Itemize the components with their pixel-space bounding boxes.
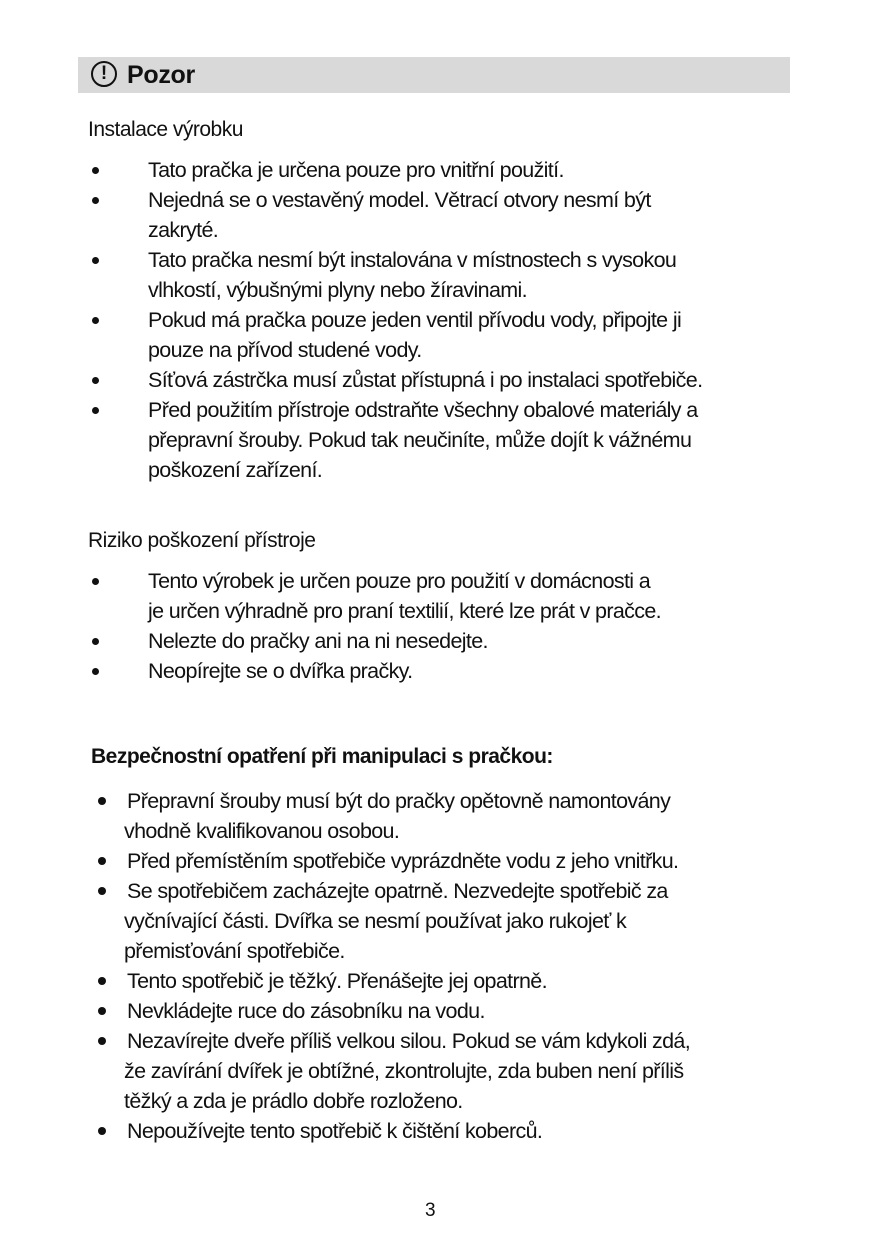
list-item xyxy=(148,626,661,656)
list-item-line: vhodně kvalifikovanou osobou. xyxy=(124,819,400,843)
list-item-line: Nepoužívejte tento spotřebič k čištění koberců. xyxy=(127,1119,543,1143)
list-item xyxy=(127,1116,690,1146)
list-item xyxy=(127,996,690,1026)
damage-risk-list xyxy=(148,566,661,686)
bullet-icon xyxy=(92,407,99,414)
list-item-line: vyčnívající části. Dvířka se nesmí používat jako rukojeť k xyxy=(124,909,627,933)
bullet-icon xyxy=(92,638,99,645)
list-item xyxy=(127,846,690,876)
bullet-icon xyxy=(98,1007,106,1015)
list-item xyxy=(148,365,702,395)
list-item xyxy=(124,1026,691,1116)
exclamation-circle-icon: ! xyxy=(91,61,117,87)
list-item-line: poškození zařízení. xyxy=(148,458,323,482)
list-item-line: Před použitím přístroje odstraňte všechny obalové materiály a xyxy=(148,398,698,422)
bullet-icon xyxy=(92,377,99,384)
list-item xyxy=(124,786,690,846)
header-title: Pozor xyxy=(127,61,195,89)
list-item-line: vlhkostí, výbušnými plyny nebo žíravinami. xyxy=(148,278,527,302)
list-item-line: Nejedná se o vestavěný model. Větrací otvory nesmí být xyxy=(148,188,651,212)
list-item xyxy=(148,566,661,626)
bullet-icon xyxy=(98,1127,106,1135)
installation-list xyxy=(148,155,702,485)
list-item-line: Pokud má pračka pouze jeden ventil přívodu vody, připojte ji xyxy=(148,308,682,332)
list-item-line: Neopírejte se o dvířka pračky. xyxy=(148,659,413,683)
list-item xyxy=(148,185,702,245)
bullet-icon xyxy=(92,668,99,675)
list-item-line: že zavírání dvířek je obtížné, zkontrolujte, zda buben není příliš xyxy=(124,1059,684,1083)
list-item xyxy=(148,656,661,686)
bullet-icon xyxy=(98,977,106,985)
section-heading-handling: Bezpečnostní opatření při manipulaci s pračkou: xyxy=(91,745,553,768)
section-heading-damage-risk: Riziko poškození přístroje xyxy=(88,529,316,552)
list-item xyxy=(148,155,702,185)
list-item xyxy=(124,876,690,966)
list-item-line: Přepravní šrouby musí být do pračky opětovně namontovány xyxy=(127,789,671,813)
list-item-line: Před přemístěním spotřebiče vyprázdněte vodu z jeho vnitřku. xyxy=(127,849,679,873)
list-item-line: zakryté. xyxy=(148,218,219,242)
list-item-line: těžký a zda je prádlo dobře rozloženo. xyxy=(124,1089,463,1113)
section-heading-installation: Instalace výrobku xyxy=(88,118,243,141)
list-item-line: Se spotřebičem zacházejte opatrně. Nezvedejte spotřebič za xyxy=(127,879,668,903)
list-item-line: Síťová zástrčka musí zůstat přístupná i po instalaci spotřebiče. xyxy=(148,368,703,392)
list-item-line: Nelezte do pračky ani na ni nesedejte. xyxy=(148,629,488,653)
list-item-line: přemisťování spotřebiče. xyxy=(124,939,345,963)
bullet-icon xyxy=(92,197,99,204)
list-item xyxy=(148,245,702,305)
list-item xyxy=(127,966,690,996)
list-item-line: Tato pračka je určena pouze pro vnitřní použití. xyxy=(148,158,564,182)
bullet-icon xyxy=(92,257,99,264)
handling-list xyxy=(124,786,691,1146)
list-item xyxy=(148,305,702,365)
bullet-icon xyxy=(92,317,99,324)
bullet-icon xyxy=(92,578,99,585)
page-number: 3 xyxy=(425,1200,436,1221)
list-item-line: pouze na přívod studené vody. xyxy=(148,338,422,362)
bullet-icon xyxy=(92,167,99,174)
list-item-line: Tento výrobek je určen pouze pro použití v domácnosti a xyxy=(148,569,651,593)
bullet-icon xyxy=(98,857,106,865)
bullet-icon xyxy=(98,797,106,805)
list-item-line: Nezavírejte dveře příliš velkou silou. Pokud se vám kdykoli zdá, xyxy=(127,1029,691,1053)
warning-header xyxy=(78,57,790,93)
list-item-line: Tento spotřebič je těžký. Přenášejte jej opatrně. xyxy=(127,969,547,993)
bullet-icon xyxy=(98,887,106,895)
list-item-line: přepravní šrouby. Pokud tak neučiníte, může dojít k vážnému xyxy=(148,428,692,452)
list-item-line: je určen výhradně pro praní textilií, které lze prát v pračce. xyxy=(148,599,661,623)
bullet-icon xyxy=(98,1037,106,1045)
list-item-line: Nevkládejte ruce do zásobníku na vodu. xyxy=(127,999,485,1023)
list-item xyxy=(148,395,702,485)
list-item-line: Tato pračka nesmí být instalována v místnostech s vysokou xyxy=(148,248,677,272)
